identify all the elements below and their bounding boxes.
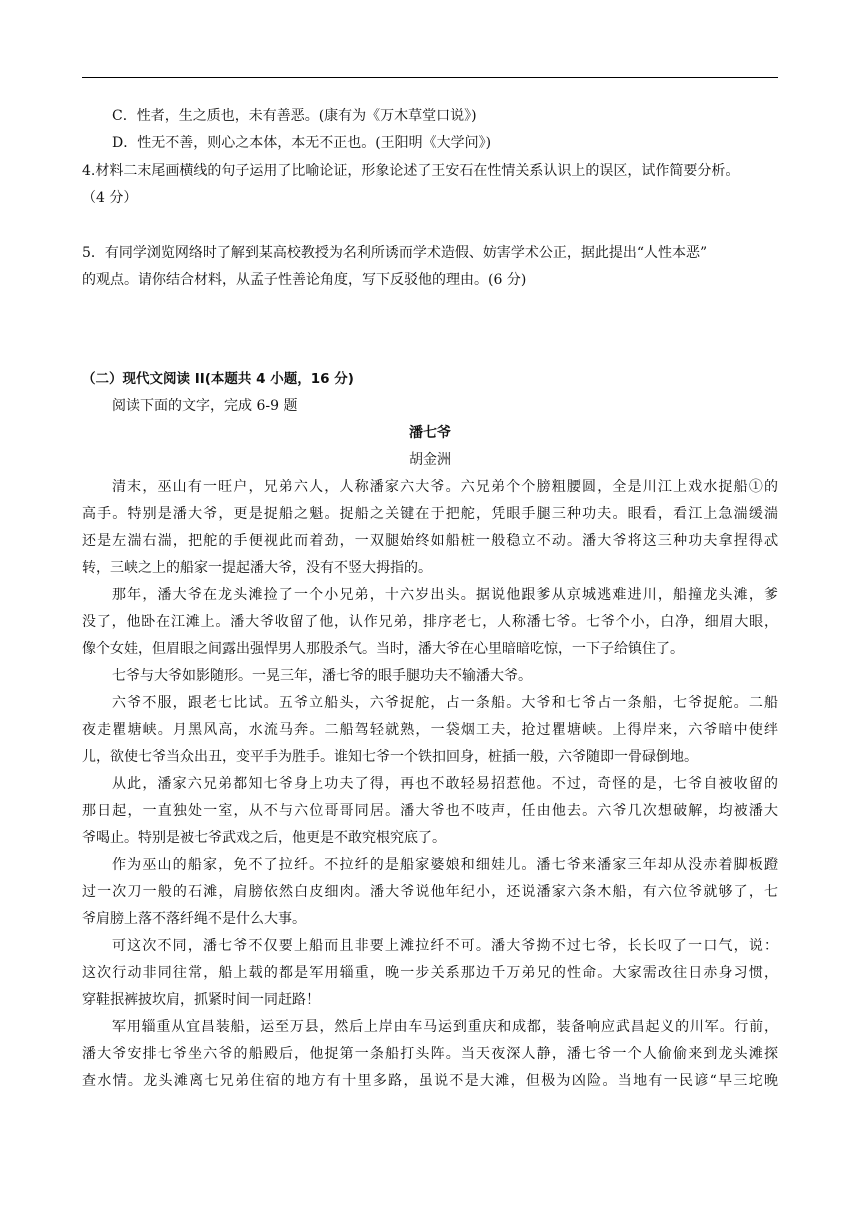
article-line: 像个女娃，但眉眼之间露出强悍男人那股杀气。当时，潘大爷在心里暗暗吃惊，一下子给镇住了。 <box>82 641 684 657</box>
article-line: 高手。特别是潘大爷，更是捉船之魁。捉船之关键在于把舵，凭眼手腿三种功夫。眼看，看江上急湍缓湍 <box>82 506 778 522</box>
article-line: 军用辎重从宜昌装船，运至万县，然后上岸由车马运到重庆和成都，装备响应武昌起义的川军。行前， <box>112 1019 778 1035</box>
article-line: 六爷不服，跟老七比试。五爷立船头，六爷捉舵，占一条船。大爷和七爷占一条船，七爷捉舵。二船 <box>112 695 778 711</box>
section-instruction: 阅读下面的文字，完成 6-9 题 <box>112 398 298 414</box>
section-heading: （二）现代文阅读 II(本题共 4 小题，16 分) <box>82 371 354 387</box>
question-4-line-1: 4.材料二末尾画横线的句子运用了比喻论证，形象论述了王安石在性情关系认识上的误区，试作简要分析。 <box>82 163 740 179</box>
article-line: 这次行动非同往常，船上载的都是军用辎重，晚一步关系那边千万弟兄的性命。大家需改往日赤身习惯， <box>82 965 778 981</box>
question-5-line-2: 的观点。请你结合材料，从孟子性善论角度，写下反驳他的理由。(6 分) <box>82 272 527 288</box>
option-c: C．性者，生之质也，未有善恶。(康有为《万木草堂口说》) <box>112 108 477 124</box>
article-author: 胡金洲 <box>409 452 451 468</box>
article-line: 过一次刀一般的石滩，肩膀依然白皮细肉。潘大爷说他年纪小，还说潘家六条木船，有六位爷就够了，七 <box>82 884 778 900</box>
article-line: 夜走瞿塘峡。月黑风高，水流马奔。二船驾轻就熟，一袋烟工夫，抢过瞿塘峡。上得岸来，六爷暗中使绊 <box>82 722 778 738</box>
article-title: 潘七爷 <box>409 425 451 441</box>
article-line: 爷肩膀上落不落纤绳不是什么大事。 <box>82 911 306 927</box>
article-line: 清末，巫山有一旺户，兄弟六人，人称潘家六大爷。六兄弟个个膀粗腰圆，全是川江上戏水捉船①的 <box>112 479 778 495</box>
option-d: D．性无不善，则心之本体，本无不正也。(王阳明《大学问》) <box>112 135 492 151</box>
question-4-line-2: （4 分） <box>82 190 138 206</box>
header-rule <box>82 77 778 78</box>
article-line: 穿鞋抿裤披坎肩，抓紧时间一同赶路！ <box>82 992 320 1008</box>
article-line: 潘大爷安排七爷坐六爷的船殿后，他捉第一条船打头阵。当天夜深人静，潘七爷一个人偷偷来到龙头滩探 <box>82 1046 778 1062</box>
article-line: 从此，潘家六兄弟都知七爷身上功夫了得，再也不敢轻易招惹他。不过，奇怪的是，七爷自被收留的 <box>112 776 778 792</box>
article-line: 转，三峡之上的船家一提起潘大爷，没有不竖大拇指的。 <box>82 560 432 576</box>
article-line: 查水情。龙头滩离七兄弟住宿的地方有十里多路，虽说不是大滩，但极为凶险。当地有一民谚“早三坨晚 <box>82 1073 778 1089</box>
article-line: 七爷与大爷如影随形。一晃三年，潘七爷的眼手腿功夫不输潘大爷。 <box>112 668 532 684</box>
article-line: 爷喝止。特别是被七爷武戏之后，他更是不敢究根究底了。 <box>82 830 446 846</box>
article-line: 儿，欲使七爷当众出丑，变平手为胜手。谁知七爷一个铁扣回身，桩插一般，六爷随即一骨碌倒地。 <box>82 749 698 765</box>
article-line: 没了，他卧在江滩上。潘大爷收留了他，认作兄弟，排序老七，人称潘七爷。七爷个小，白净，细眉大眼， <box>82 614 778 630</box>
article-line: 还是左湍右湍，把舵的手便视此而着劲，一双腿始终如船桩一般稳立不动。潘大爷将这三种功夫拿捏得忒 <box>82 533 778 549</box>
question-5-line-1: 5．有同学浏览网络时了解到某高校教授为名利所诱而学术造假、妨害学术公正，据此提出“人性本恶” <box>82 245 708 261</box>
article-line: 那年，潘大爷在龙头滩捡了一个小兄弟，十六岁出头。据说他跟爹从京城逃难进川，船撞龙头滩，爹 <box>112 587 778 603</box>
article-line: 作为巫山的船家，免不了拉纤。不拉纤的是船家婆娘和细娃儿。潘七爷来潘家三年却从没赤着脚板蹬 <box>112 857 778 873</box>
article-line: 那日起，一直独处一室，从不与六位哥哥同居。潘大爷也不吱声，任由他去。六爷几次想破解，均被潘大 <box>82 803 778 819</box>
article-line: 可这次不同，潘七爷不仅要上船而且非要上滩拉纤不可。潘大爷拗不过七爷，长长叹了一口气，说： <box>112 938 778 954</box>
